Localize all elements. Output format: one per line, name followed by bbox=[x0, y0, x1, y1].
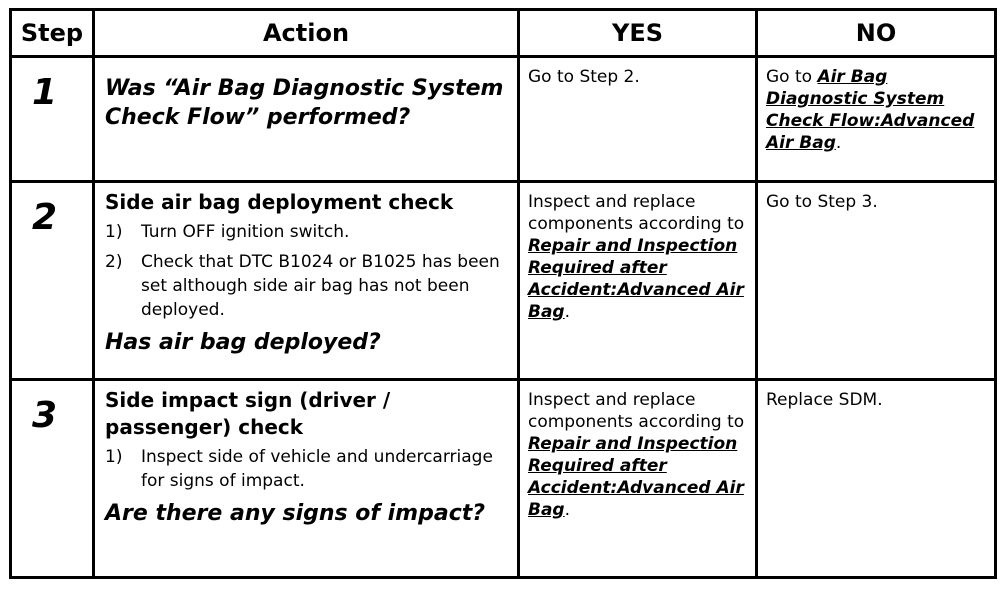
action-cell bbox=[94, 57, 519, 182]
yes-prefix: Inspect and replace components according to bbox=[528, 192, 745, 234]
header-step: Step bbox=[11, 10, 94, 57]
no-suffix: . bbox=[835, 133, 842, 153]
table-row-step-2 bbox=[11, 182, 996, 380]
no-cell bbox=[757, 380, 996, 578]
header-row bbox=[11, 10, 996, 57]
no-cell bbox=[757, 182, 996, 380]
action-heading: Side air bag deployment check bbox=[105, 190, 454, 214]
no-text: Replace SDM. bbox=[766, 390, 883, 410]
yes-text: Go to Step 2. bbox=[528, 67, 640, 87]
yes-reference-link[interactable]: Repair and Inspection Required after Accident:Advanced Air Bag bbox=[528, 434, 744, 520]
header-action: Action bbox=[94, 10, 519, 57]
item-number: 1) bbox=[105, 447, 123, 467]
yes-cell bbox=[519, 182, 757, 380]
no-reference-link[interactable]: Air Bag Diagnostic System Check Flow:Advanced Air Bag bbox=[766, 67, 975, 153]
header-yes: YES bbox=[519, 10, 757, 57]
action-heading: Side impact sign (driver / passenger) check bbox=[105, 388, 391, 439]
action-question: Was “Air Bag Diagnostic System Check Flow” performed? bbox=[105, 76, 504, 130]
yes-cell bbox=[519, 380, 757, 578]
action-question: Are there any signs of impact? bbox=[105, 501, 486, 526]
list-item bbox=[105, 220, 509, 244]
item-number: 2) bbox=[105, 252, 123, 272]
yes-cell bbox=[519, 57, 757, 182]
item-text: Check that DTC B1024 or B1025 has been set although side air bag has not been deployed. bbox=[141, 252, 500, 320]
no-prefix: Go to bbox=[766, 67, 818, 87]
action-cell bbox=[94, 380, 519, 578]
item-number: 1) bbox=[105, 222, 123, 242]
list-item bbox=[105, 445, 509, 493]
action-steps-list bbox=[105, 220, 509, 322]
yes-suffix: . bbox=[564, 302, 571, 322]
no-cell bbox=[757, 57, 996, 182]
troubleshooting-table-container bbox=[9, 8, 994, 598]
yes-prefix: Inspect and replace components according to bbox=[528, 390, 745, 432]
action-question: Has air bag deployed? bbox=[105, 330, 381, 355]
no-text: Go to Step 3. bbox=[766, 192, 878, 212]
list-item bbox=[105, 250, 509, 322]
troubleshooting-table bbox=[9, 8, 997, 579]
item-text: Inspect side of vehicle and undercarriage for signs of impact. bbox=[141, 447, 493, 491]
step-number: 1 bbox=[11, 57, 94, 182]
yes-suffix: . bbox=[564, 500, 571, 520]
yes-reference-link[interactable]: Repair and Inspection Required after Accident:Advanced Air Bag bbox=[528, 236, 744, 322]
action-steps-list bbox=[105, 445, 509, 493]
step-number: 3 bbox=[11, 380, 94, 578]
item-text: Turn OFF ignition switch. bbox=[141, 222, 350, 242]
table-row-step-3 bbox=[11, 380, 996, 578]
action-cell bbox=[94, 182, 519, 380]
header-no: NO bbox=[757, 10, 996, 57]
table-row-step-1 bbox=[11, 57, 996, 182]
step-number: 2 bbox=[11, 182, 94, 380]
